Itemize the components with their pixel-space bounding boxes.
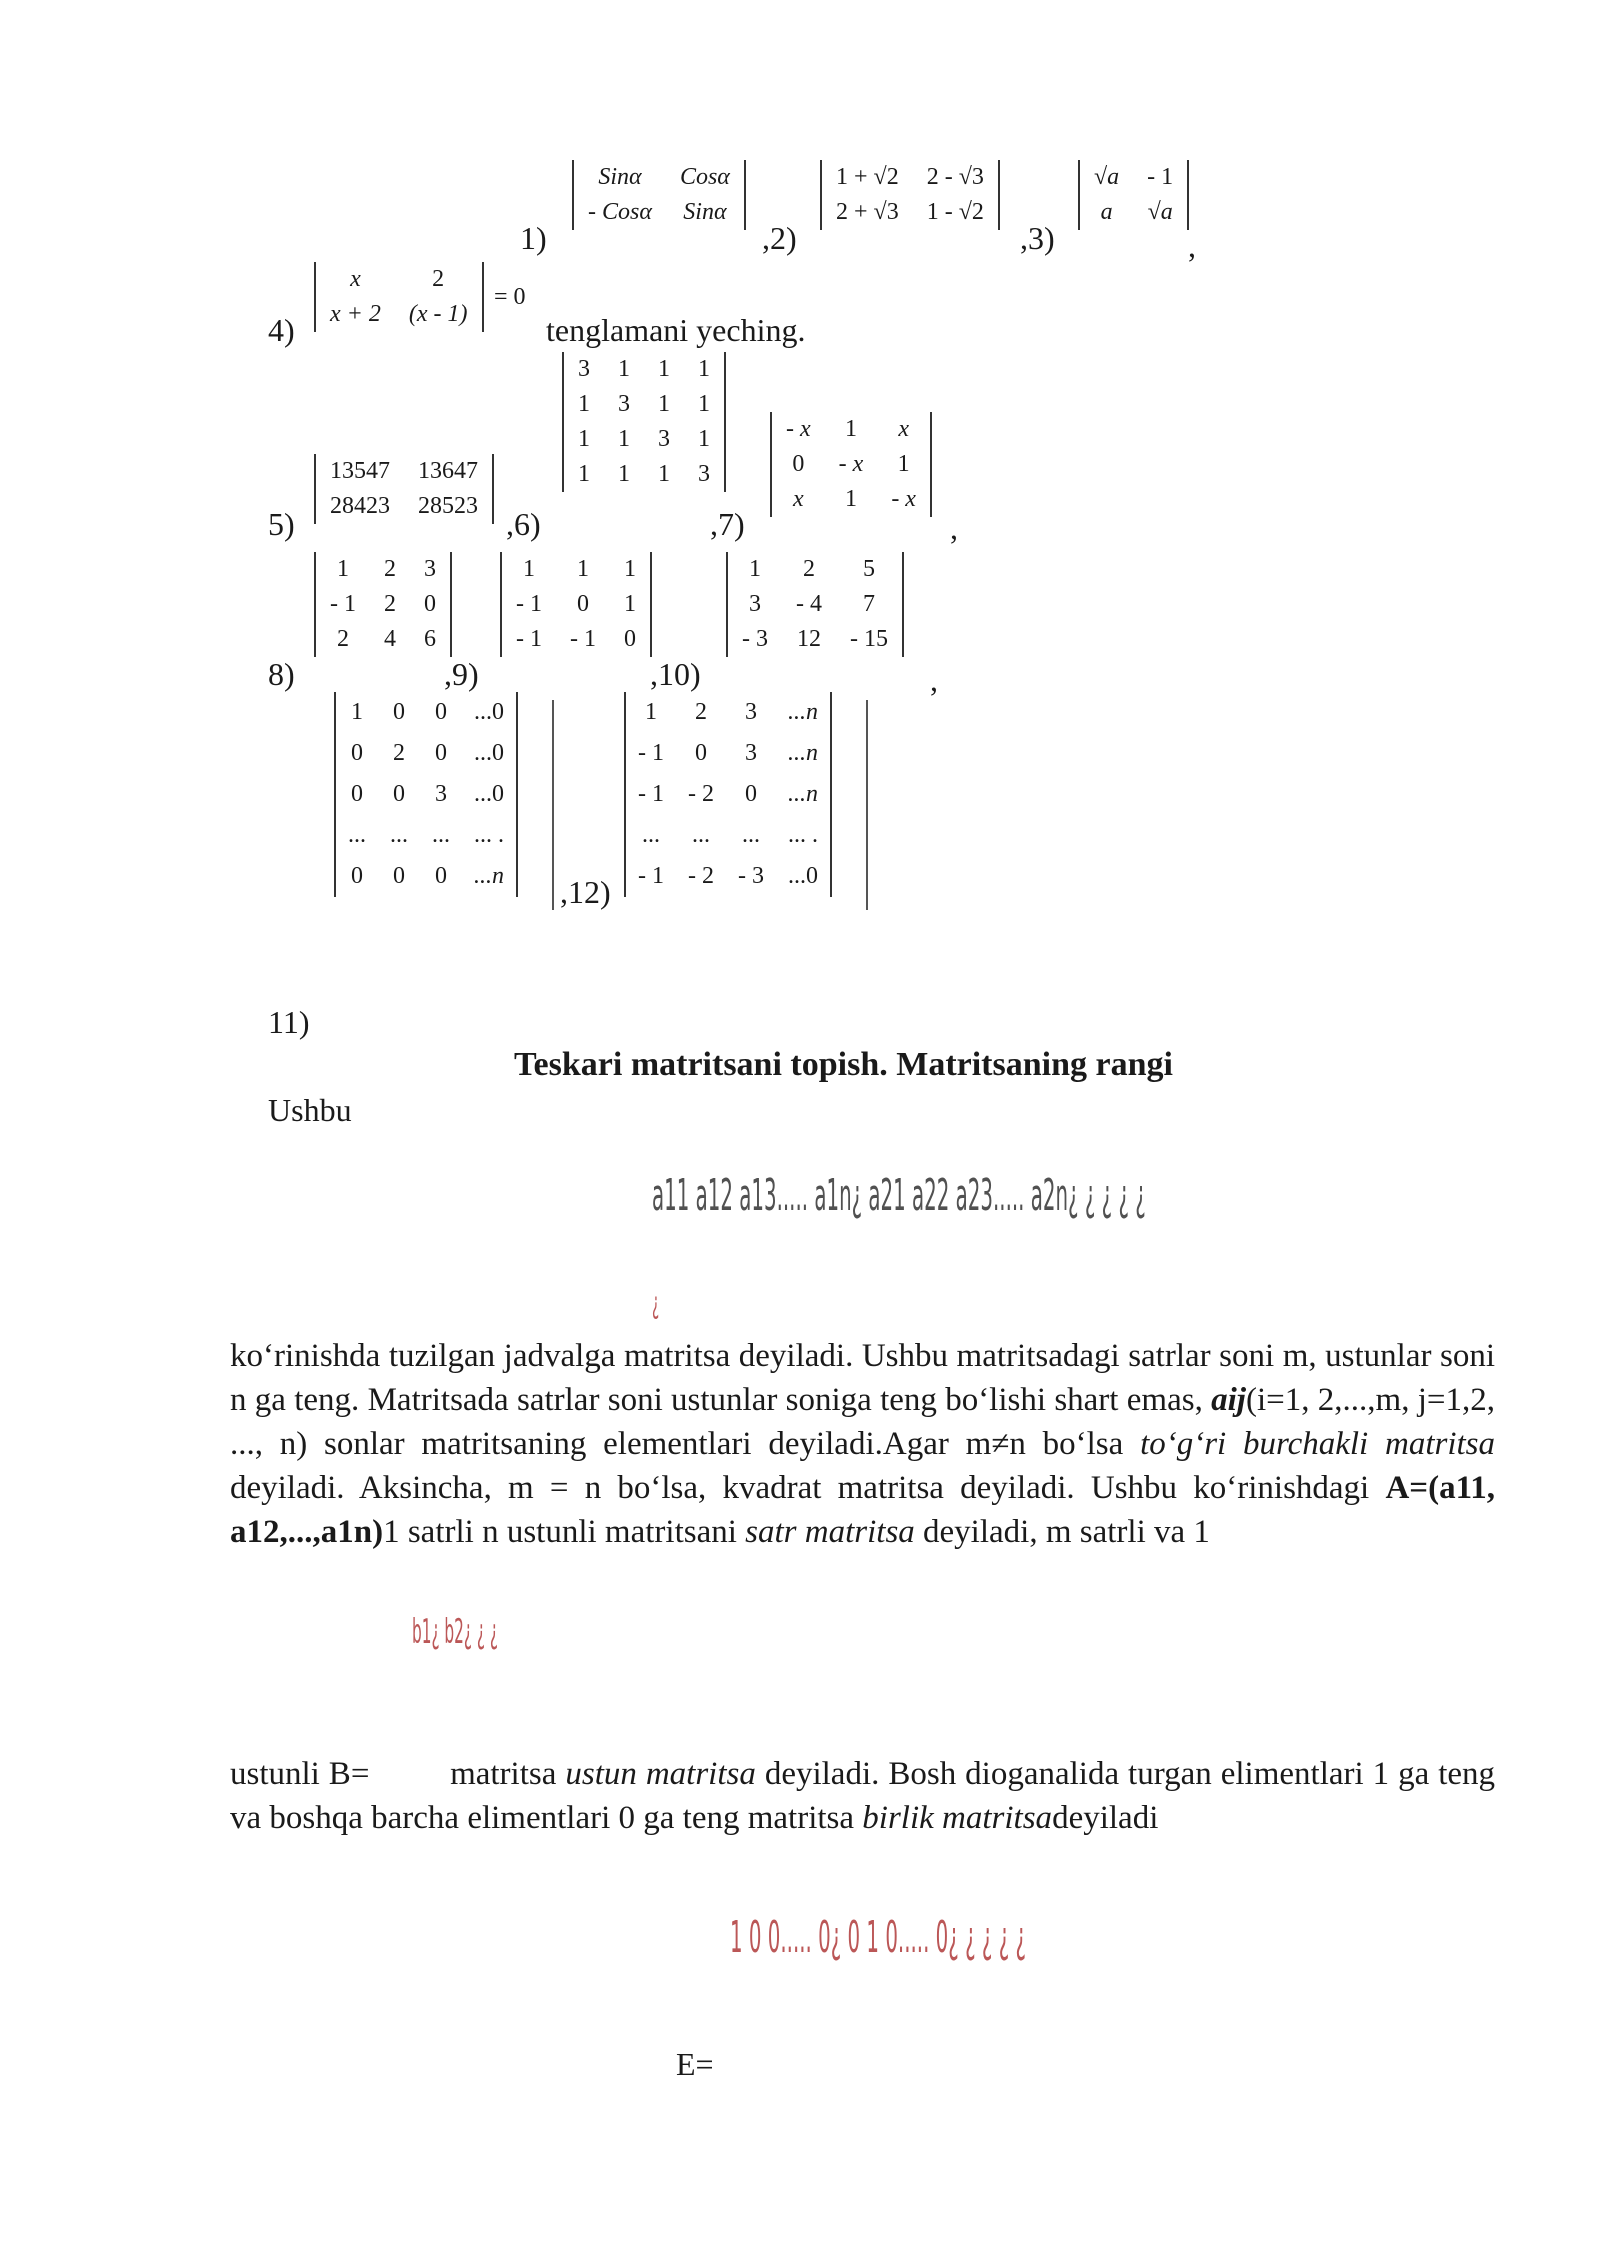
matrix-cell: 13547: [330, 458, 390, 484]
matrix-row: [564, 422, 724, 457]
matrix-row: [336, 733, 516, 774]
matrix-cell: 0: [695, 740, 707, 766]
matrix-row: [316, 262, 482, 297]
matrix-cell: ...: [642, 822, 660, 848]
matrix-cell: (x - 1): [408, 301, 468, 327]
matrix-cell: - 2: [688, 781, 714, 807]
label-11: 11): [268, 1004, 310, 1040]
glitch-mark: ¿: [652, 1286, 660, 1321]
matrix-cell: 2: [384, 556, 396, 582]
matrix-cell: 0: [424, 591, 436, 617]
matrix-cell: ...n: [788, 781, 818, 807]
det1-label: 1): [520, 220, 547, 256]
matrix-row: [336, 815, 516, 856]
text-span: deyiladi. Bosh dioganalida turgan elimentlari 1 ga teng va boshqa barcha elimentlari 0 ga teng matritsa: [230, 1756, 1496, 1836]
matrix-row: [626, 815, 830, 856]
matrix-cell: 1: [578, 461, 590, 487]
italic-term: ustun matritsa: [565, 1756, 756, 1792]
matrix-cell: 3: [658, 426, 670, 452]
matrix-cell: - x: [786, 416, 811, 442]
text-span: deyiladi: [1052, 1800, 1159, 1836]
italic-term: birlik matritsa: [862, 1800, 1053, 1836]
determinant-bar: [552, 700, 554, 910]
matrix-row: [502, 622, 650, 657]
determinant-12: [624, 692, 832, 897]
matrix-cell: - Cosα: [588, 199, 652, 225]
matrix-cell: 1 + √2: [836, 164, 899, 190]
matrix-cell: 0: [393, 863, 405, 889]
determinant-2: [820, 160, 1000, 230]
ushbu-text: Ushbu: [268, 1092, 352, 1128]
matrix-cell: √a: [1094, 164, 1120, 190]
matrix-cell: 12: [797, 626, 821, 652]
section-title: Teskari matritsani topish. Matritsaning rangi: [514, 1046, 1173, 1083]
matrix-cell: 1: [698, 426, 710, 452]
matrix-cell: Cosα: [679, 164, 730, 190]
matrix-row: [626, 856, 830, 897]
matrix-cell: Sinα: [683, 199, 727, 225]
matrix-row: [772, 412, 930, 447]
matrix-cell: 6: [424, 626, 436, 652]
matrix-cell: 0: [435, 699, 447, 725]
matrix-cell: - 1: [516, 591, 542, 617]
determinant-1: [572, 160, 746, 230]
matrix-cell: 1: [658, 391, 670, 417]
matrix-cell: ...0: [474, 699, 504, 725]
matrix-cell: 3: [745, 740, 757, 766]
text-span: matritsa: [450, 1756, 557, 1792]
det9-label: ,9): [444, 656, 479, 692]
matrix-cell: 2 - √3: [926, 164, 984, 190]
e-label: E=: [676, 2046, 714, 2082]
matrix-row: [574, 195, 744, 230]
matrix-cell: 2: [384, 591, 396, 617]
matrix-row: [728, 587, 902, 622]
matrix-cell: 2: [803, 556, 815, 582]
determinant-9: [500, 552, 652, 657]
column-matrix-glitch: b1¿ b2¿ ¿ ¿: [412, 1612, 498, 1652]
det12-label: ,12): [560, 874, 611, 910]
text-span: ko‘rinishda tuzilgan jadvalga matritsa deyiladi. Ushbu matritsadagi satrlar soni m, ustunlar soni n ga teng. Matritsada satrlar soni ustunlar soniga teng bo‘lishi shart emas,: [230, 1338, 1495, 1418]
matrix-cell: - 1: [1147, 164, 1174, 190]
matrix-row: [728, 622, 902, 657]
matrix-cell: 0: [435, 740, 447, 766]
matrix-cell: 3: [578, 356, 590, 382]
matrix-cell: 0: [351, 781, 363, 807]
equals-zero: = 0: [494, 284, 526, 310]
matrix-cell: ...: [742, 822, 760, 848]
matrix-cell: - 1: [330, 591, 356, 617]
matrix-cell: 0: [435, 863, 447, 889]
matrix-cell: ...: [348, 822, 366, 848]
comma: ,: [930, 662, 938, 698]
text-span: (i=1, 2,...,m, j=1,2, ..., n) sonlar matritsaning elementlari deyiladi.Agar m≠n bo‘lsa: [230, 1382, 1496, 1462]
matrix-cell: ...0: [788, 863, 818, 889]
matrix-cell: 1 - √2: [926, 199, 984, 225]
matrix-cell: 2: [393, 740, 405, 766]
det3-label: ,3): [1020, 220, 1055, 256]
matrix-cell: - 1: [516, 626, 542, 652]
matrix-cell: 28523: [418, 493, 478, 519]
matrix-cell: 1: [578, 426, 590, 452]
matrix-cell: 2: [432, 266, 445, 292]
det6-label: ,6): [506, 506, 541, 542]
matrix-cell: 1: [624, 591, 636, 617]
italic-term: to‘g‘ri burchakli matritsa: [1140, 1426, 1496, 1462]
matrix-cell: 3: [618, 391, 630, 417]
determinant-8: [314, 552, 452, 657]
matrix-cell: ...0: [474, 781, 504, 807]
matrix-cell: 1: [523, 556, 535, 582]
matrix-row: [728, 552, 902, 587]
det4-label: 4): [268, 312, 295, 348]
row-matrix-definition: A=(a11, a12,...,a1n): [230, 1470, 1495, 1550]
det7-label: ,7): [710, 506, 745, 542]
matrix-cell: 0: [393, 699, 405, 725]
matrix-cell: ...n: [788, 699, 818, 725]
text-span: 1 satrli n ustunli matritsani: [383, 1514, 737, 1550]
comma: ,: [950, 510, 958, 546]
det5-label: 5): [268, 506, 295, 542]
matrix-row: [336, 692, 516, 733]
determinant-11: [334, 692, 518, 897]
matrix-cell: 1: [337, 556, 349, 582]
matrix-cell: 2: [337, 626, 349, 652]
matrix-row: [336, 774, 516, 815]
matrix-cell: x + 2: [330, 301, 381, 327]
matrix-cell: - 4: [796, 591, 822, 617]
aij-symbol: aij: [1211, 1382, 1246, 1418]
matrix-cell: x: [898, 416, 909, 442]
matrix-cell: 1: [897, 451, 910, 477]
matrix-row: [564, 387, 724, 422]
matrix-cell: 13647: [418, 458, 478, 484]
matrix-row: [502, 552, 650, 587]
matrix-row: [626, 733, 830, 774]
matrix-cell: 3: [698, 461, 710, 487]
matrix-row: [574, 160, 744, 195]
matrix-cell: 2: [695, 699, 707, 725]
matrix-cell: 1: [618, 356, 630, 382]
matrix-cell: 1: [577, 556, 589, 582]
matrix-cell: - 1: [570, 626, 596, 652]
matrix-row: [316, 454, 492, 489]
matrix-cell: ...n: [788, 740, 818, 766]
matrix-cell: 0: [351, 740, 363, 766]
matrix-cell: 3: [435, 781, 447, 807]
text-span: deyiladi, m satrli va 1: [923, 1514, 1210, 1550]
matrix-cell: ...n: [474, 863, 504, 889]
matrix-cell: 1: [844, 416, 857, 442]
determinant-10: [726, 552, 904, 657]
task-text: tenglamani yeching.: [546, 312, 806, 348]
matrix-row: [1080, 195, 1187, 230]
matrix-cell: 0: [351, 863, 363, 889]
det8-label: 8): [268, 656, 295, 692]
matrix-cell: 3: [424, 556, 436, 582]
matrix-cell: Sinα: [598, 164, 642, 190]
matrix-cell: 4: [384, 626, 396, 652]
matrix-cell: 1: [698, 391, 710, 417]
matrix-a-glitch: a11 a12 a13..... a1n¿ a21 a22 a23..... a2n¿ ¿ ¿ ¿ ¿: [652, 1170, 1146, 1221]
matrix-row: [822, 160, 998, 195]
matrix-cell: 1: [749, 556, 761, 582]
matrix-row: [1080, 160, 1187, 195]
matrix-cell: - 1: [638, 863, 664, 889]
matrix-cell: 1: [351, 699, 363, 725]
determinant-bar: [866, 700, 868, 910]
matrix-cell: - 15: [850, 626, 888, 652]
matrix-cell: 0: [745, 781, 757, 807]
identity-matrix-glitch: 1 0 0..... 0¿ 0 1 0..... 0¿ ¿ ¿ ¿ ¿: [730, 1912, 1027, 1963]
determinant-7: [770, 412, 932, 517]
matrix-cell: 1: [698, 356, 710, 382]
matrix-cell: ... .: [788, 822, 818, 848]
matrix-cell: ...: [692, 822, 710, 848]
matrix-cell: 0: [393, 781, 405, 807]
matrix-row: [626, 774, 830, 815]
matrix-cell: 2 + √3: [836, 199, 899, 225]
text-span: deyiladi. Aksincha, m = n bo‘lsa, kvadrat matritsa deyiladi. Ushbu ko‘rinishdagi: [230, 1470, 1370, 1506]
matrix-row: [772, 482, 930, 517]
matrix-cell: 0: [577, 591, 589, 617]
matrix-row: [626, 692, 830, 733]
paragraph-column: [230, 1752, 1495, 1840]
matrix-cell: 1: [645, 699, 657, 725]
matrix-row: [316, 552, 450, 587]
matrix-cell: 0: [624, 626, 636, 652]
comma: ,: [1188, 228, 1196, 264]
matrix-cell: 0: [792, 451, 805, 477]
matrix-cell: 1: [624, 556, 636, 582]
matrix-row: [336, 856, 516, 897]
matrix-row: [772, 447, 930, 482]
determinant-4: [314, 262, 484, 332]
matrix-cell: 1: [844, 486, 857, 512]
matrix-cell: - 3: [742, 626, 768, 652]
matrix-cell: 1: [618, 461, 630, 487]
matrix-cell: 3: [745, 699, 757, 725]
matrix-row: [316, 622, 450, 657]
determinant-5: [314, 454, 494, 524]
matrix-cell: - 1: [638, 781, 664, 807]
matrix-cell: - 1: [638, 740, 664, 766]
matrix-cell: - 3: [738, 863, 764, 889]
matrix-row: [316, 489, 492, 524]
matrix-cell: - x: [838, 451, 864, 477]
matrix-cell: ...: [390, 822, 408, 848]
determinant-6: [562, 352, 726, 492]
matrix-cell: x: [350, 266, 361, 292]
matrix-cell: ...0: [474, 740, 504, 766]
paragraph-definition: [230, 1334, 1495, 1554]
matrix-cell: - 2: [688, 863, 714, 889]
matrix-row: [564, 457, 724, 492]
matrix-cell: ...: [432, 822, 450, 848]
det2-label: ,2): [762, 220, 797, 256]
matrix-cell: 28423: [330, 493, 390, 519]
matrix-cell: 1: [618, 426, 630, 452]
det10-label: ,10): [650, 656, 701, 692]
matrix-cell: - x: [891, 486, 916, 512]
matrix-row: [564, 352, 724, 387]
matrix-cell: 7: [863, 591, 875, 617]
matrix-cell: √a: [1147, 199, 1173, 225]
matrix-cell: 1: [658, 461, 670, 487]
matrix-cell: 1: [658, 356, 670, 382]
matrix-cell: 3: [749, 591, 761, 617]
matrix-cell: a: [1100, 199, 1113, 225]
italic-term: satr matritsa: [745, 1514, 915, 1550]
matrix-row: [822, 195, 998, 230]
matrix-cell: ... .: [474, 822, 504, 848]
matrix-cell: 5: [863, 556, 875, 582]
matrix-cell: 1: [578, 391, 590, 417]
matrix-row: [502, 587, 650, 622]
matrix-cell: x: [793, 486, 804, 512]
matrix-row: [316, 297, 482, 332]
text-span: ustunli B=: [230, 1756, 370, 1792]
matrix-row: [316, 587, 450, 622]
determinant-3: [1078, 160, 1189, 230]
